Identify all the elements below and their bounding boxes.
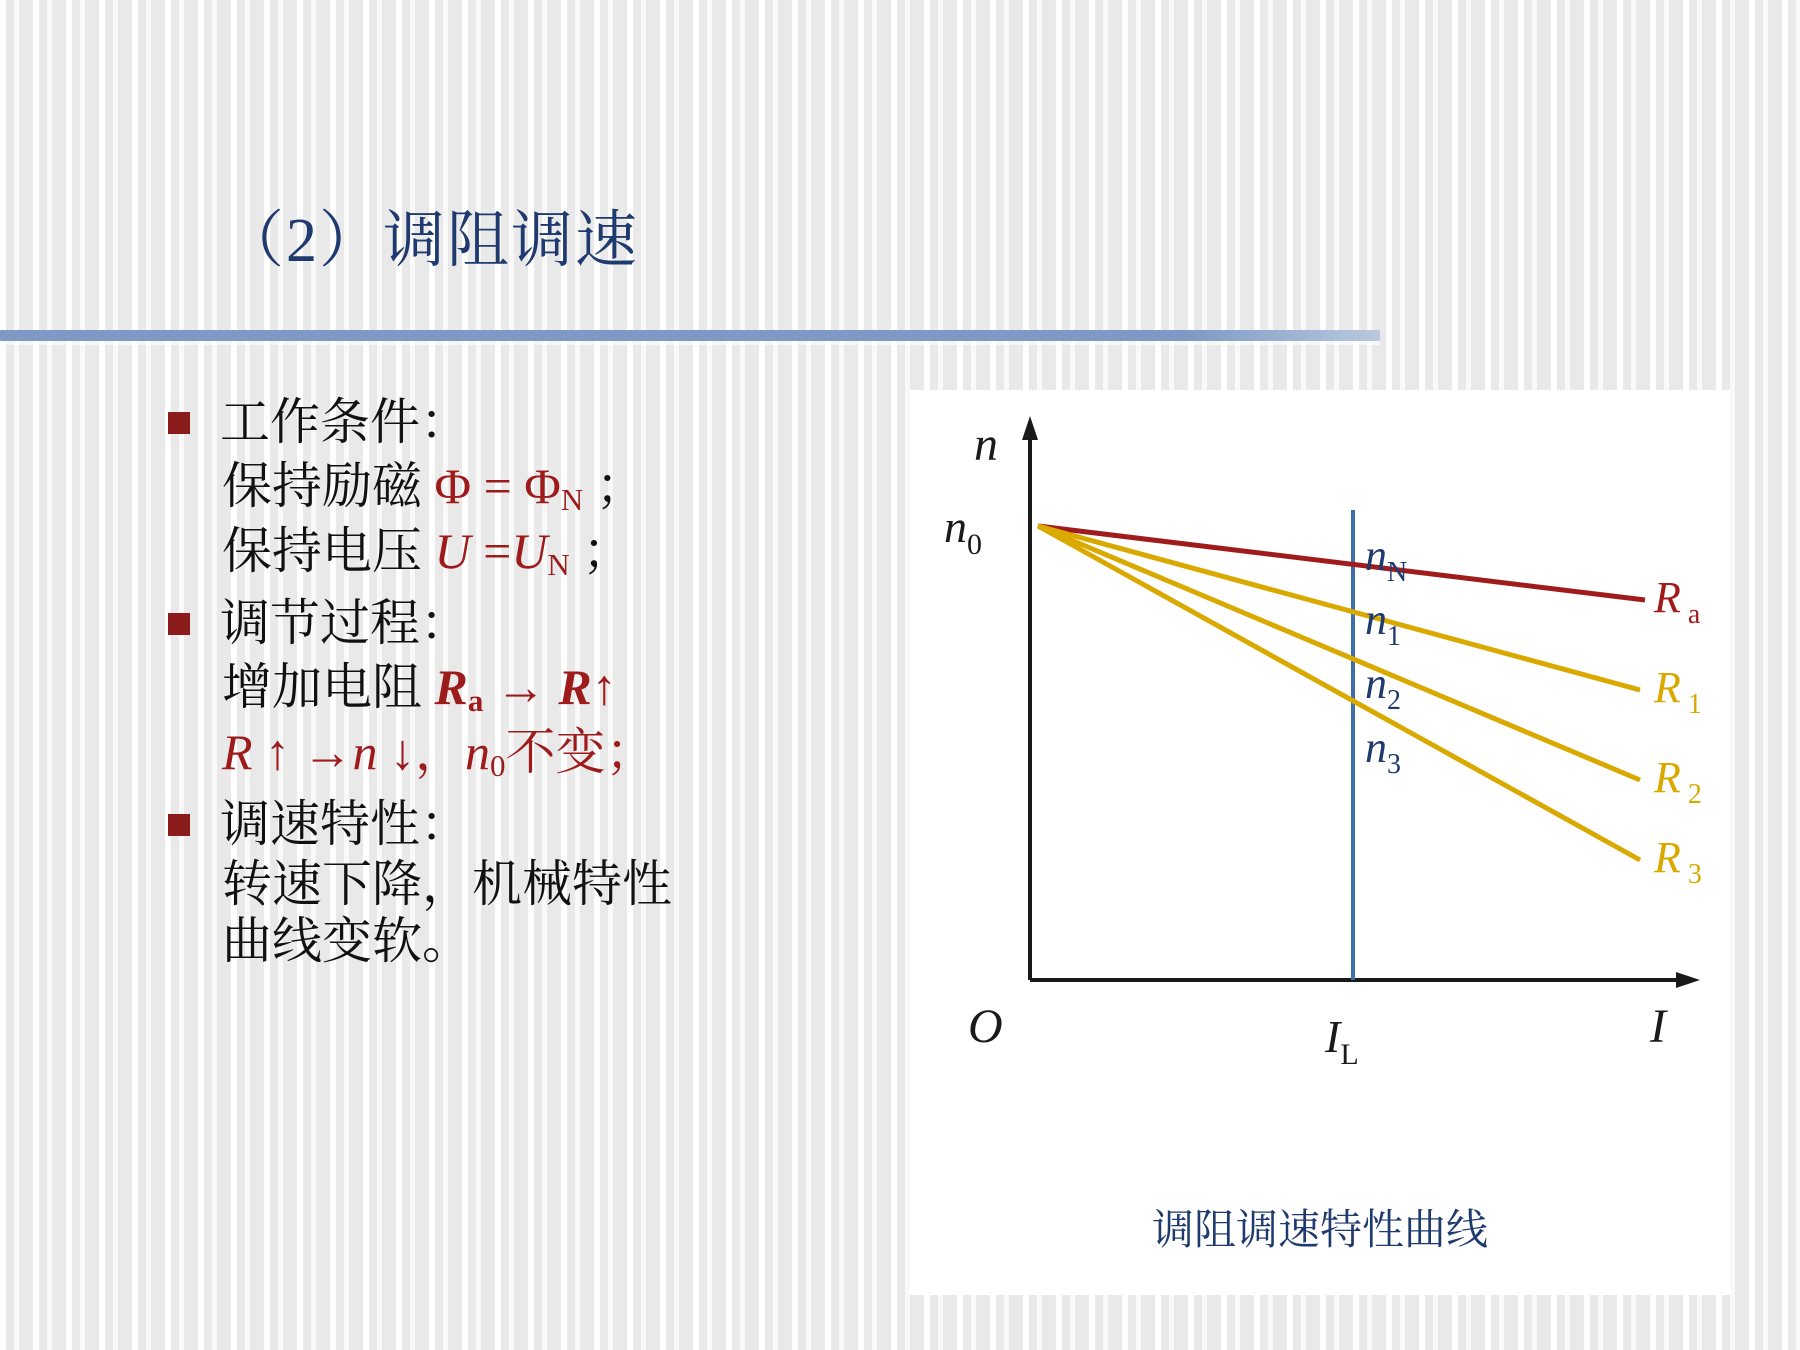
list-item [160,792,920,856]
subscript-n: N [560,481,584,517]
label-r1: R $_1$ [1654,663,1702,720]
list-item [160,655,920,720]
text-semicolon: ； [583,458,646,514]
list-item [160,454,920,519]
symbol-ra: R [434,658,468,715]
symbol-u-n: U [511,523,548,580]
curve-r1 [1038,526,1640,690]
list-item-label: 工作条件： [220,394,470,450]
symbol-up-arrow-to: ↑ → [252,724,353,781]
text-resistance-prefix: 增加电阻 [222,658,435,715]
symbol-equals: = [471,458,525,514]
list-item-label: 曲线变软。 [222,913,472,970]
symbol-n: n [352,724,378,781]
label-n2: $n_2$ [1365,659,1401,716]
symbol-down-comma: ↓， [377,724,466,781]
list-item [160,720,920,785]
subscript-a: a [467,682,484,718]
subscript-n: N [547,547,570,583]
list-item [160,519,920,584]
page-title: （2）调阻调速 [222,207,640,275]
list-item-label: 调速特性： [220,795,470,852]
symbol-arrow-right: → [483,658,559,715]
label-r2: R $_2$ [1654,753,1702,810]
symbol-u: U [434,523,471,580]
text-voltage-prefix: 保持电压 [222,523,435,580]
text-semicolon: ； [569,523,633,580]
y-axis-label: n [974,418,998,471]
bullet-square-icon [168,814,190,836]
text-unchanged: 不变； [505,724,656,781]
origin-label: O [968,1000,1003,1053]
label-n3: $n_3$ [1365,723,1401,780]
symbol-r: R [222,724,253,781]
symbol-arrow-up: ↑ [591,658,617,715]
list-item [160,390,920,454]
list-item-label: 调节过程： [220,594,470,651]
bullet-list [160,390,920,971]
text-flux-prefix: 保持励磁 [222,458,435,514]
title-divider [0,330,1380,341]
label-nn: $n_N$ [1365,531,1408,588]
bullet-square-icon [168,613,190,635]
curve-r3 [1038,526,1640,860]
list-item [160,856,920,914]
label-n1: $n_1$ [1365,595,1401,652]
x-axis-arrow [1676,972,1700,988]
figure-caption: 调阻调速特性曲线 [1151,1208,1488,1254]
symbol-equals: = [470,523,512,580]
list-item-label: 转速下降，机械特性 [222,855,672,912]
list-item [160,913,920,971]
y-axis-arrow [1022,416,1038,440]
list-item [160,591,920,655]
label-ra: R $_a$ [1654,573,1701,630]
symbol-phi-n: Φ [524,458,561,514]
symbol-r: R [558,658,592,715]
symbol-n0: n [465,724,491,781]
label-il: $I_L$ [1325,1011,1359,1071]
symbol-phi: Φ [434,458,472,514]
subscript-zero: 0 [490,748,506,784]
label-n0: $n_0$ [944,501,982,561]
bullet-square-icon [168,412,190,434]
x-axis-label: I [1650,1000,1666,1053]
label-r3: R $_3$ [1654,833,1702,890]
characteristic-curve-chart [910,390,1730,1295]
figure-panel [910,390,1730,1295]
